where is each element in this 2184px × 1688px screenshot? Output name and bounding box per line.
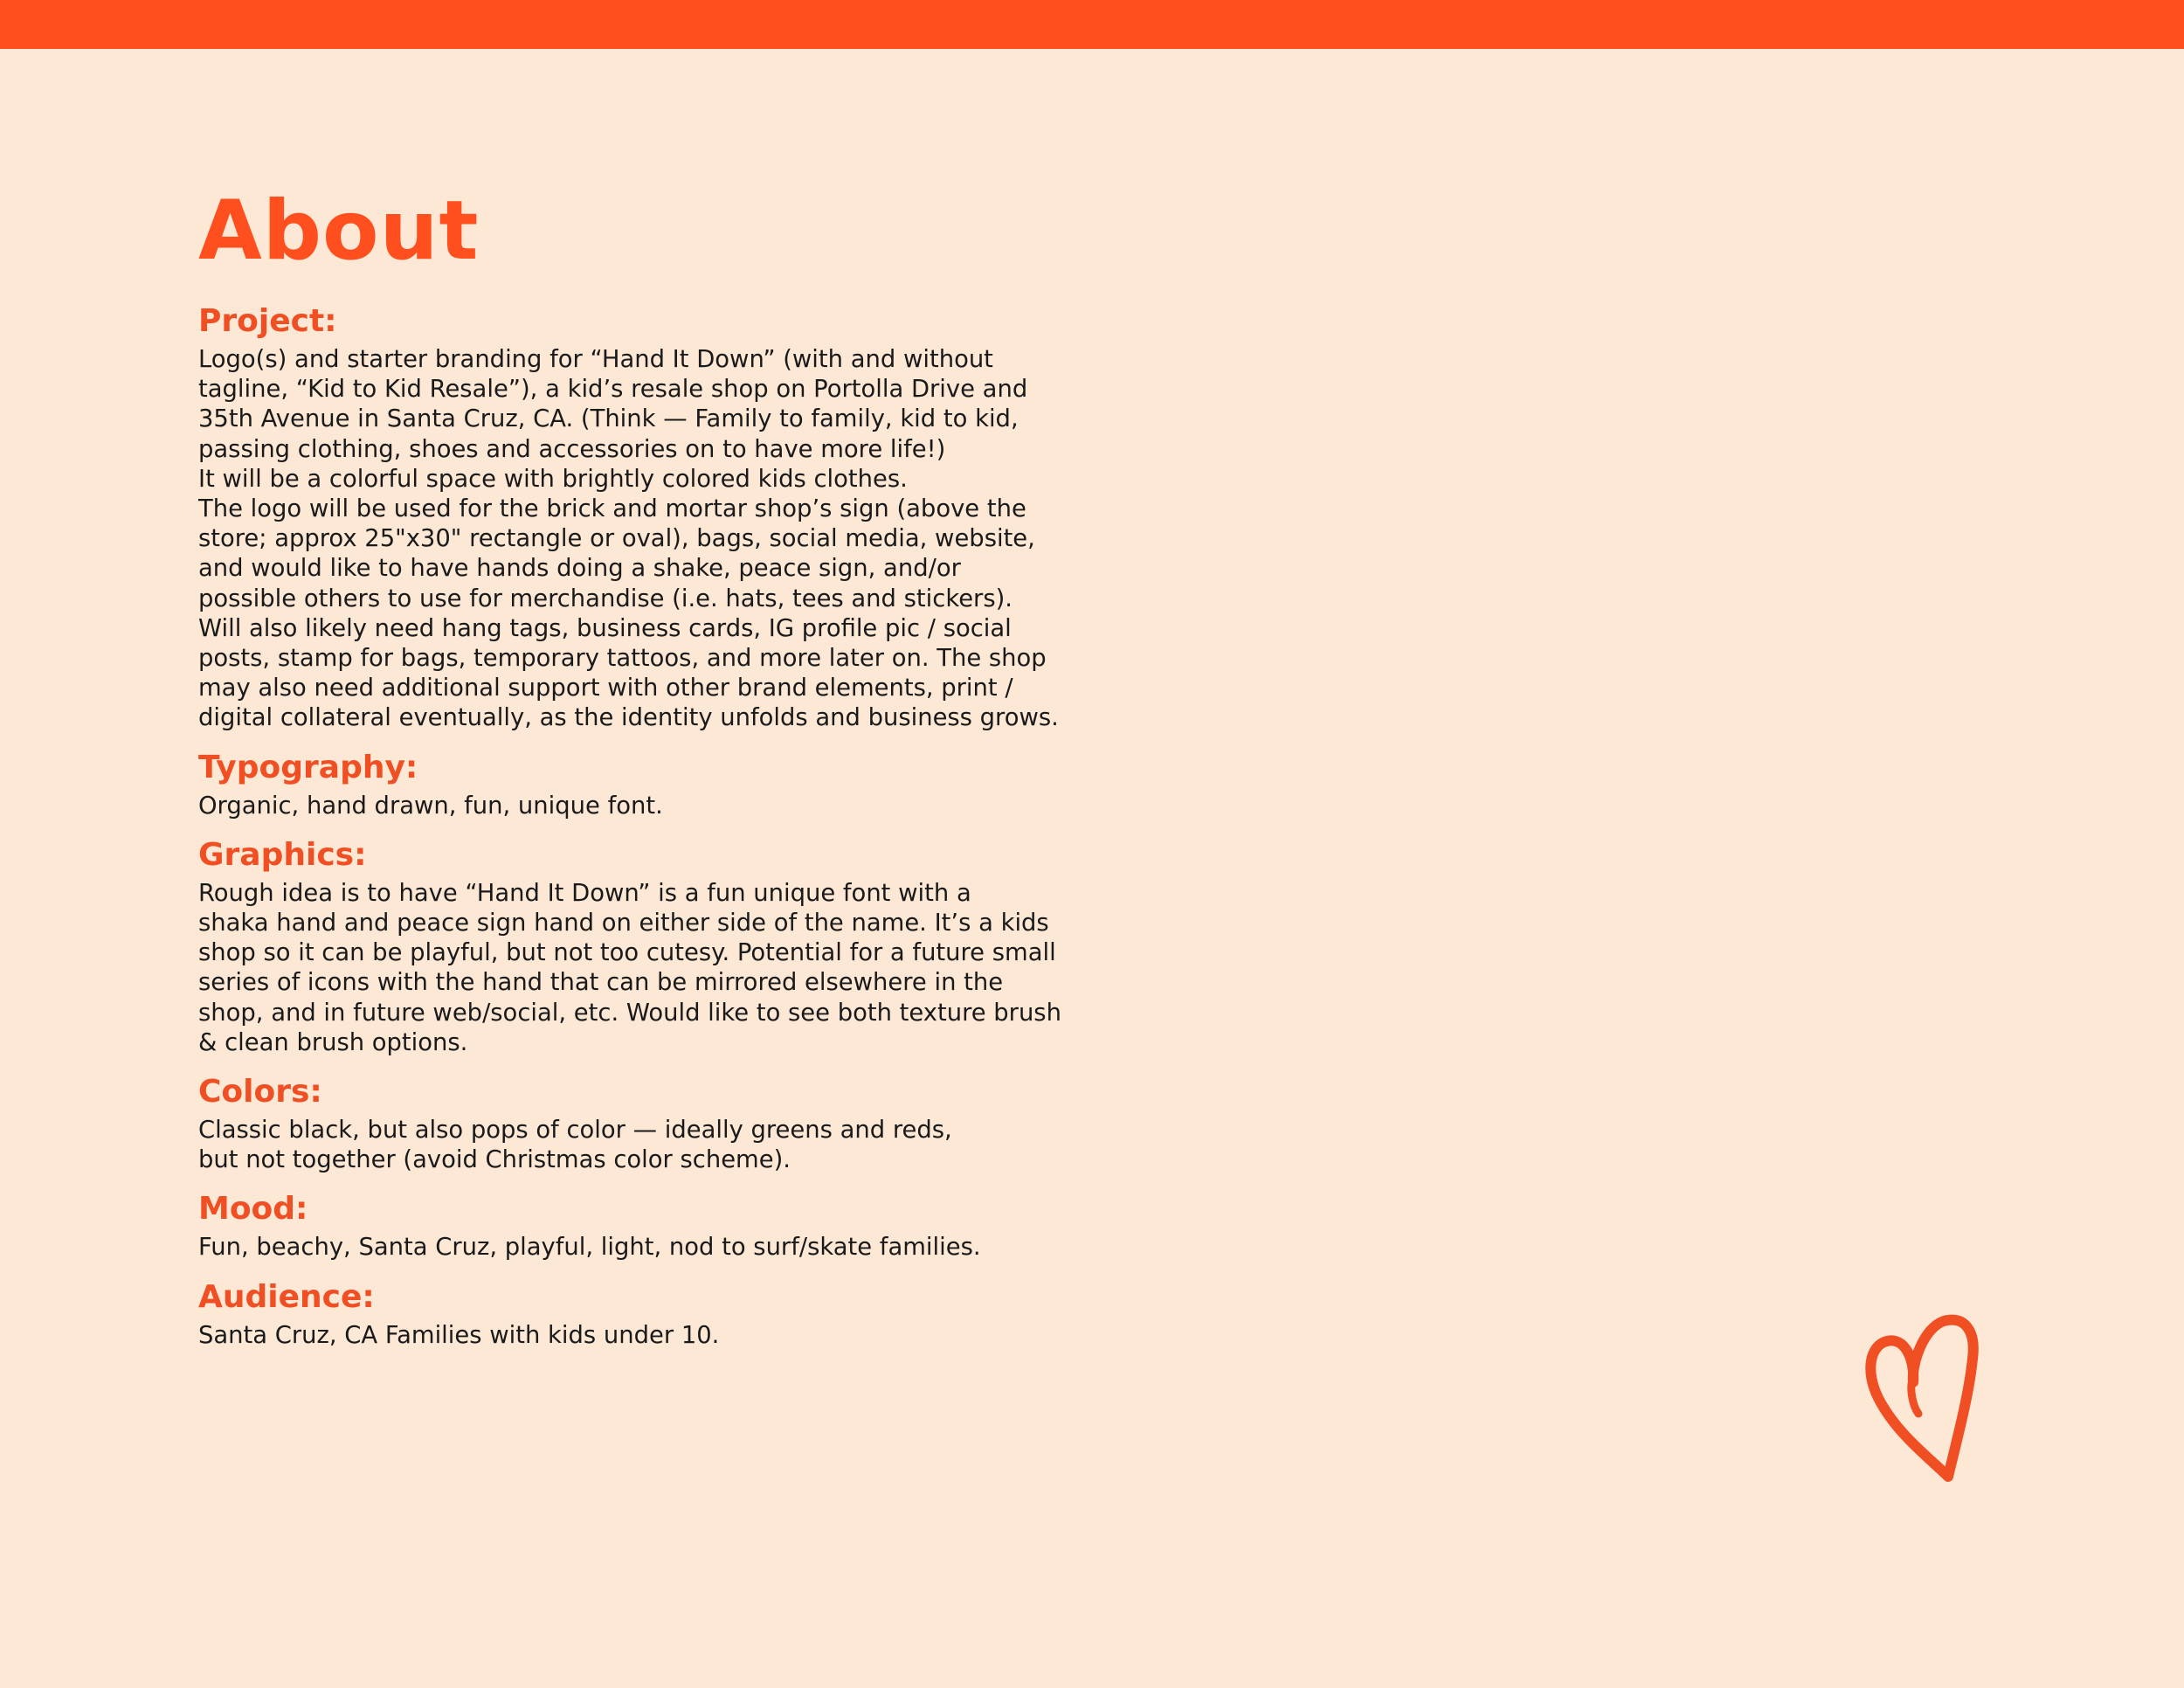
- colors-heading: Colors:: [198, 1074, 322, 1110]
- section-typography: [198, 748, 1116, 821]
- top-accent-bar: [0, 0, 2184, 49]
- typography-heading: Typography:: [198, 749, 418, 785]
- mood-body: Fun, beachy, Santa Cruz, playful, light, nod to surf/skate families.: [198, 1234, 981, 1262]
- graphics-heading: Graphics:: [198, 836, 367, 873]
- audience-heading: Audience:: [198, 1278, 375, 1315]
- graphics-body: Rough idea is to have “Hand It Down” is a fun unique font with a shaka hand and peace sign hand on either side of the name. It’s a kids shop so it can be playful, but not too cutesy. Potential for a future small series of icons with the hand that can be mirrored elsewhere in the shop, and in future web/social, etc. Would like to see both texture brush & clean brush options.: [198, 879, 1061, 1056]
- project-heading: Project:: [198, 303, 337, 339]
- colors-body: Classic black, but also pops of color — ideally greens and reds, but not together (avoid Christmas color scheme).: [198, 1117, 952, 1174]
- section-mood: [198, 1189, 1116, 1263]
- typography-body: Organic, hand drawn, fun, unique font.: [198, 792, 663, 820]
- audience-body: Santa Cruz, CA Families with kids under 10.: [198, 1321, 720, 1349]
- project-body: Logo(s) and starter branding for “Hand It Down” (with and without tagline, “Kid to Kid Resale”), a kid’s resale shop on Portolla Drive and 35th Avenue in Santa Cruz, CA. (Think — Family to family, kid to kid, passing clothing, shoes and accessories on to have more life!) It will be a colorful space with brightly colored kids clothes. The logo will be used for the brick and mortar shop’s sign (above the store; approx 25"x30" rectangle or oval), bags, social media, website, and would like to have hands doing a shake, peace sign, and/or possible others to use for merchandise (i.e. hats, tees and stickers). Will also likely need hang tags, business cards, IG profile pic / social posts, stamp for bags, temporary tattoos, and more later on. The shop may also need additional support with other brand elements, print / digital collateral eventually, as the identity unfolds and business grows.: [198, 346, 1059, 732]
- about-content: [198, 179, 1116, 1351]
- hand-drawn-heart-icon: [1861, 1311, 1992, 1494]
- page-title: About: [198, 183, 480, 279]
- section-colors: [198, 1072, 1116, 1175]
- section-audience: [198, 1277, 1116, 1351]
- mood-heading: Mood:: [198, 1191, 308, 1228]
- section-project: [198, 301, 1116, 734]
- section-graphics: [198, 835, 1116, 1058]
